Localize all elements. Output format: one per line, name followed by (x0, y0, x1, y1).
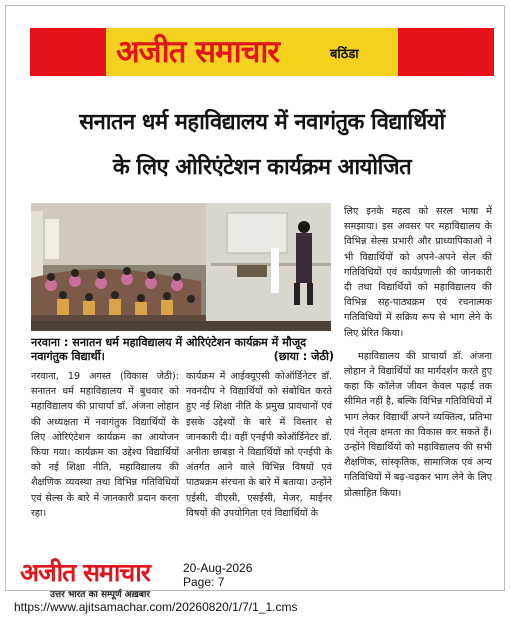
caption-credit: (छाया : जेठी) (273, 350, 334, 363)
caption-text: नरवाना : सनातन धर्म महाविद्यालय में ओरिएंटेशन कार्यक्रम में मौजूद नवागंतुक विद्यार्थी। (31, 336, 307, 363)
article-paragraph: कार्यक्रम में आईक्यूएसी कोऑर्डिनेटर डॉ. नवनदीप ने विद्यार्थियों को संबोधित करते हुए नई शिक्षा नीति के प्रमुख प्रावधानों एवं इसके उद्देश्यों के बारे में विस्तार से जानकारी दी। वहीं एनईपी कोऑर्डिनेटर डॉ. अनीता छाबड़ा ने विद्यार्थियों को एनईपी के अंतर्गत आने वाले विभिन्न विषयों एवं पाठ्यक्रम संरचना के बारे में बताया। उन्होंने एईसी, वीएसी, एसईसी, मेजर, माईनर विषयों की उपयोगिता एवं विद्यार्थियों के (186, 371, 332, 519)
article-paragraph: नरवाना, 19 अगस्त (विकास जेठी): सनातन धर्म महाविद्यालय में बुधवार को महाविद्यालय की प्राचार्या डॉ. अंजना लोहान की अध्यक्षता में नवागंतुक विद्यार्थियों के लिए ओरिएंटेशन कार्यक्रम का आयोजन किया गया। कार्यक्रम का उद्देश्य विद्यार्थियों को नई शिक्षा नीति, महाविद्यालय की शैक्षणिक व्यवस्था तथा विभिन्न गतिविधियों एवं सेल्स के बारे में जानकारी प्रदान करना रहा। (31, 371, 179, 519)
photo-illustration (31, 203, 331, 331)
article-column-2 (186, 369, 332, 521)
photo-caption (31, 336, 334, 364)
page-number: Page: 7 (183, 575, 225, 589)
article-paragraph: लिए इनके महत्व को सरल भाषा में समझाया। इस अवसर पर महाविद्यालय के विभिन्न सेल्स प्रभारी और प्राध्यापिकाओं ने भी विद्यार्थियों को अपने-अपने सेल की गतिविधियों एवं कार्यप्रणाली की जानकारी दी तथा विद्यार्थियों को महाविद्यालय की विभिन्न सह-पाठ्यक्रम एवं रचनात्मक गतिविधियों में सक्रिय रूप से भाग लेने के लिए प्रेरित किया। (344, 206, 492, 339)
newspaper-clipping (5, 5, 505, 600)
masthead-edition: बठिंडा (330, 47, 359, 62)
masthead-banner (30, 28, 494, 76)
article-paragraph: महाविद्यालय की प्राचार्या डॉ. अंजना लोहान ने विद्यार्थियों का मार्गदर्शन करते हुए कहा कि कॉलेज जीवन केवल पढ़ाई तक सीमित नहीं है, बल्कि विभिन्न गतिविधियों में भाग लेकर विद्यार्थी अपने व्यक्तित्व, प्रतिभा एवं नेतृत्व क्षमता का विकास कर सकते हैं। उन्होंने विद्यार्थियों को महाविद्यालय की सभी शैक्षणिक, सांस्कृतिक, सामाजिक एवं अन्य गतिविधियों में बढ़-चढ़कर भाग लेने के लिए प्रोत्साहित किया। (344, 350, 492, 499)
headline-line-2: के लिए ओरिएंटेशन कार्यक्रम आयोजित (112, 155, 412, 180)
masthead-title: अजीत समाचार (116, 34, 280, 70)
article-column-3 (344, 204, 492, 501)
article-photo (31, 203, 331, 331)
source-url: https://www.ajitsamachar.com/20260820/1/7/1_1.cms (14, 600, 298, 614)
article-column-1 (31, 369, 179, 521)
publication-date: 20-Aug-2026 (183, 561, 253, 575)
headline-line-1: सनातन धर्म महाविद्यालय में नवागंतुक विद्यार्थियों (79, 110, 445, 135)
footer-tagline: उत्तर भारत का सम्पूर्ण अख़बार (50, 590, 151, 600)
footer-logo: अजीत समाचार (20, 558, 150, 587)
